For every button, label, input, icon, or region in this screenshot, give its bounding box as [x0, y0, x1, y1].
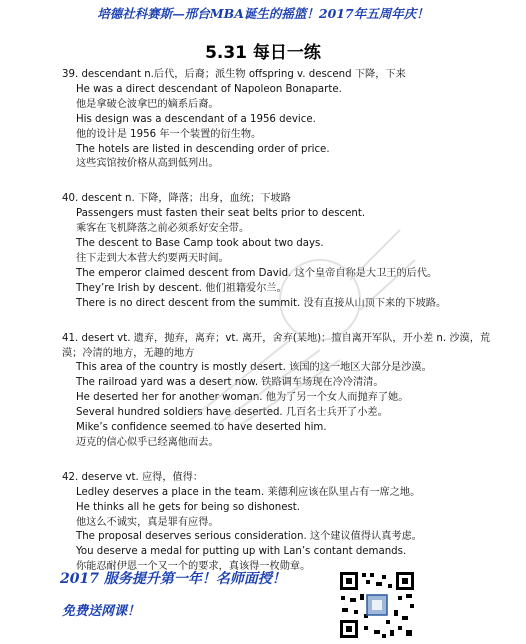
example-line: The hotels are listed in descending order of price.: [76, 143, 330, 155]
example-line: You deserve a medal for putting up with Lan’s contant demands.: [76, 546, 407, 558]
example-line: There is no direct descent from the summit. 没有直接从山顶下来的下坡路。: [76, 297, 447, 309]
entry-41: [62, 332, 502, 451]
example-line: 往下走到大本营大约要两天时间。: [76, 252, 229, 264]
example-line: Several hundred soldiers have deserted. 几百名士兵开了小差。: [76, 407, 388, 419]
example-line: 他的设计是 1956 年一个装置的衍生物。: [76, 128, 262, 140]
entry-head: 39. descendant n.后代，后裔；派生物 offspring v. descend 下降，下来: [62, 69, 406, 80]
qr-code-icon: [338, 570, 416, 640]
example-line: 他这么不诚实，真是罪有应得。: [76, 516, 219, 528]
example-line: He deserted her for another woman. 他为了另一个女人而抛弃了她。: [76, 392, 409, 404]
example-line: 乘客在飞机降落之前必须系好安全带。: [76, 223, 250, 235]
example-line: His design was a descendant of a 1956 device.: [76, 113, 316, 125]
entry-40: [62, 192, 502, 311]
example-line: This area of the country is mostly desert. 该国的这一地区大部分是沙漠。: [76, 362, 432, 374]
example-line: He was a direct descendant of Napoleon Bonaparte.: [76, 83, 342, 95]
promo-line-1: 2017 服务提升第一年！名师面授！: [60, 571, 286, 587]
example-line: He thinks all he gets for being so dishonest.: [76, 501, 301, 513]
example-line: Ledley deserves a place in the team. 莱德利应该在队里占有一席之地。: [76, 486, 421, 498]
example-line: The emperor claimed descent from David. 这个皇帝自称是大卫王的后代。: [76, 267, 438, 279]
entry-39: [62, 68, 502, 172]
example-line: The railroad yard was a desert now. 铁路调车场现在冷冷清清。: [76, 377, 384, 389]
example-line: Mike’s confidence seemed to have deserted him.: [76, 422, 327, 434]
example-line: 他是拿破仑波拿巴的嫡系后裔。: [76, 98, 219, 110]
promo-line-2: 免费送网课！: [62, 604, 141, 619]
example-line: 迈克的信心似乎已经离他而去。: [76, 436, 219, 448]
page-title: 5.31 每日一练: [205, 43, 321, 63]
example-line: 这些宾馆按价格从高到低列出。: [76, 158, 219, 170]
entry-42: [62, 471, 502, 575]
example-line: Passengers must fasten their seat belts prior to descent.: [76, 208, 366, 220]
example-line: The proposal deserves serious consideration. 这个建议值得认真考虑。: [76, 531, 422, 543]
entry-head: 42. deserve vt. 应得，值得：: [62, 471, 204, 483]
banner: 培德社科赛斯—邢台MBA诞生的摇篮！2017年五周年庆！: [97, 6, 429, 21]
example-line: The descent to Base Camp took about two days.: [76, 238, 324, 250]
entry-head: 40. descent n. 下降，降落；出身，血统；下坡路: [62, 193, 291, 205]
example-line: They’re Irish by descent. 他们祖籍爱尔兰。: [76, 282, 287, 294]
entries-list: [62, 68, 502, 595]
entry-head: 41. desert vt. 遗弃，抛弃，离弃；vt. 离开，舍弃(某地)；擅自离开军队，开小差 n. 沙漠，荒漠；冷清的地方，无趣的地方: [62, 332, 491, 359]
example-line: 你能忍耐伊恩一个又一个的要求，真该得一枚勋章。: [76, 561, 311, 573]
